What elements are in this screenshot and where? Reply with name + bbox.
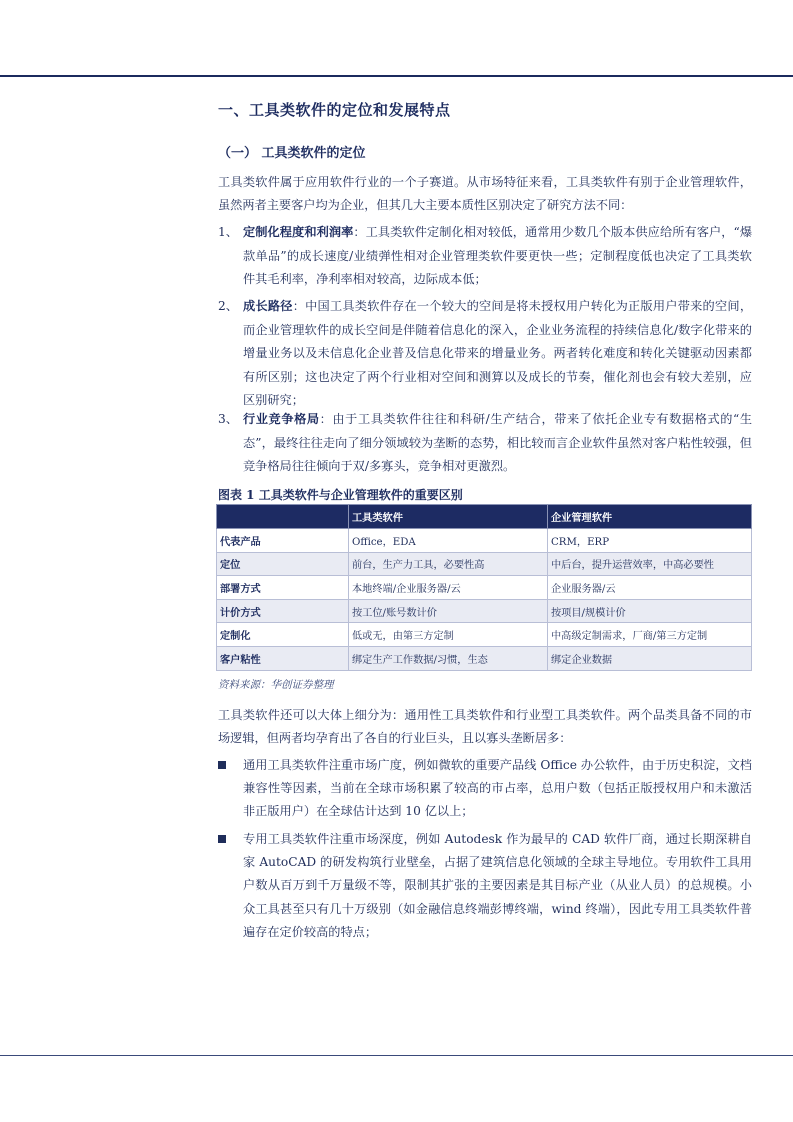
table-header-cell: 工具类软件	[349, 505, 548, 529]
list-item-term: 行业竞争格局	[243, 412, 320, 426]
list-item-text: ：中国工具类软件存在一个较大的空间是将未授权用户转化为正版用户带来的空间，而企业管理软件的成长空间是伴随着信息化的深入，企业业务流程的持续信息化/数字化带来的增量业务以及未信息化企业普及信息化带来的增量业务。两者转化难度和转化关键驱动因素都有所区别；这也决定了两个行业相对空间和测算以及成长的节奏，催化剂也会有较大差别，应区别研究；	[243, 299, 753, 407]
table-cell: 绑定企业数据	[548, 646, 752, 670]
list-item-term: 成长路径	[243, 299, 293, 313]
table-caption: 图表 1 工具类软件与企业管理软件的重要区别	[218, 488, 463, 502]
body-paragraph: 工具类软件还可以大体上细分为：通用性工具类软件和行业型工具类软件。两个品类具备不同的市场逻辑，但两者均孕育出了各自的行业巨头，且以寡头垄断居多：	[218, 708, 752, 745]
table-header-cell	[217, 505, 349, 529]
list-item	[218, 295, 752, 413]
table-cell: 中后台，提升运营效率，中高必要性	[548, 552, 752, 576]
list-item	[218, 221, 752, 292]
table-cell-key: 部署方式	[217, 576, 349, 600]
table-cell: 本地终端/企业服务器/云	[349, 576, 548, 600]
bullet-text: 通用工具类软件注重市场广度，例如微软的重要产品线 Office 办公软件，由于历史积淀，文档兼容性等因素，当前在全球市场积累了较高的市占率，总用户数（包括正版授权用户和未激活非正版用户）在全球估计达到 10 亿以上；	[243, 758, 752, 819]
table-cell: 低或无，由第三方定制	[349, 623, 548, 647]
section-title: 一、工具类软件的定位和发展特点	[218, 101, 451, 119]
table-row	[217, 599, 752, 623]
table-cell: Office，EDA	[349, 529, 548, 553]
table-cell-key: 计价方式	[217, 599, 349, 623]
table-cell-key: 定制化	[217, 623, 349, 647]
table-cell: 按工位/账号数计价	[349, 599, 548, 623]
table-row	[217, 529, 752, 553]
table-row	[217, 576, 752, 600]
list-item-text: ：工具类软件定制化相对较低，通常用少数几个版本供应给所有客户，“爆款单品”的成长速度/业绩弹性相对企业管理类软件要更快一些；定制程度低也决定了工具类软件其毛利率，净利率相对较高，边际成本低；	[243, 225, 753, 286]
table-row	[217, 552, 752, 576]
table-header-cell: 企业管理软件	[548, 505, 752, 529]
table-cell: 前台，生产力工具，必要性高	[349, 552, 548, 576]
list-item-text: ：由于工具类软件往往和科研/生产结合，带来了依托企业专有数据格式的“生态”，最终往往走向了细分领域较为垄断的态势，相比较而言企业软件虽然对客户粘性较强，但竞争格局往往倾向于双/多寡头，竞争相对更激烈。	[243, 412, 753, 473]
table-cell: 绑定生产工作数据/习惯，生态	[349, 646, 548, 670]
table-cell-key: 定位	[217, 552, 349, 576]
list-item-number: 3、	[218, 412, 238, 426]
table-cell: CRM，ERP	[548, 529, 752, 553]
subsection-title: （一） 工具类软件的定位	[218, 146, 366, 161]
list-item-number: 2、	[218, 299, 238, 313]
table-source: 资料来源：华创证券整理	[218, 679, 334, 691]
table-header-row	[217, 505, 752, 529]
table-row	[217, 646, 752, 670]
square-bullet-icon	[218, 761, 226, 769]
bullet-item	[218, 828, 752, 944]
footer-rule	[0, 1055, 793, 1056]
table-cell-key: 客户粘性	[217, 646, 349, 670]
list-item	[218, 408, 752, 479]
intro-paragraph: 工具类软件属于应用软件行业的一个子赛道。从市场特征来看，工具类软件有别于企业管理软件，虽然两者主要客户均为企业，但其几大主要本质性区别决定了研究方法不同：	[218, 175, 752, 212]
comparison-table	[216, 504, 752, 671]
table-cell: 中高级定制需求，厂商/第三方定制	[548, 623, 752, 647]
list-item-term: 定制化程度和利润率	[243, 225, 354, 239]
square-bullet-icon	[218, 835, 226, 843]
bullet-text: 专用工具类软件注重市场深度，例如 Autodesk 作为最早的 CAD 软件厂商，通过长期深耕自家 AutoCAD 的研发构筑行业壁垒，占据了建筑信息化领域的全球主导地位。专用软件工具用户数从百万到千万量级不等，限制其扩张的主要因素是其目标产业（从业人员）的总规模。小众工具甚至只有几十万级别（如金融信息终端彭博终端，wind 终端），因此专用工具类软件普遍存在定价较高的特点；	[243, 832, 752, 939]
table-cell-key: 代表产品	[217, 529, 349, 553]
list-item-number: 1、	[218, 225, 238, 239]
table-row	[217, 623, 752, 647]
table-cell: 企业服务器/云	[548, 576, 752, 600]
bullet-item	[218, 754, 752, 824]
header-rule	[0, 75, 793, 77]
table-cell: 按项目/规模计价	[548, 599, 752, 623]
